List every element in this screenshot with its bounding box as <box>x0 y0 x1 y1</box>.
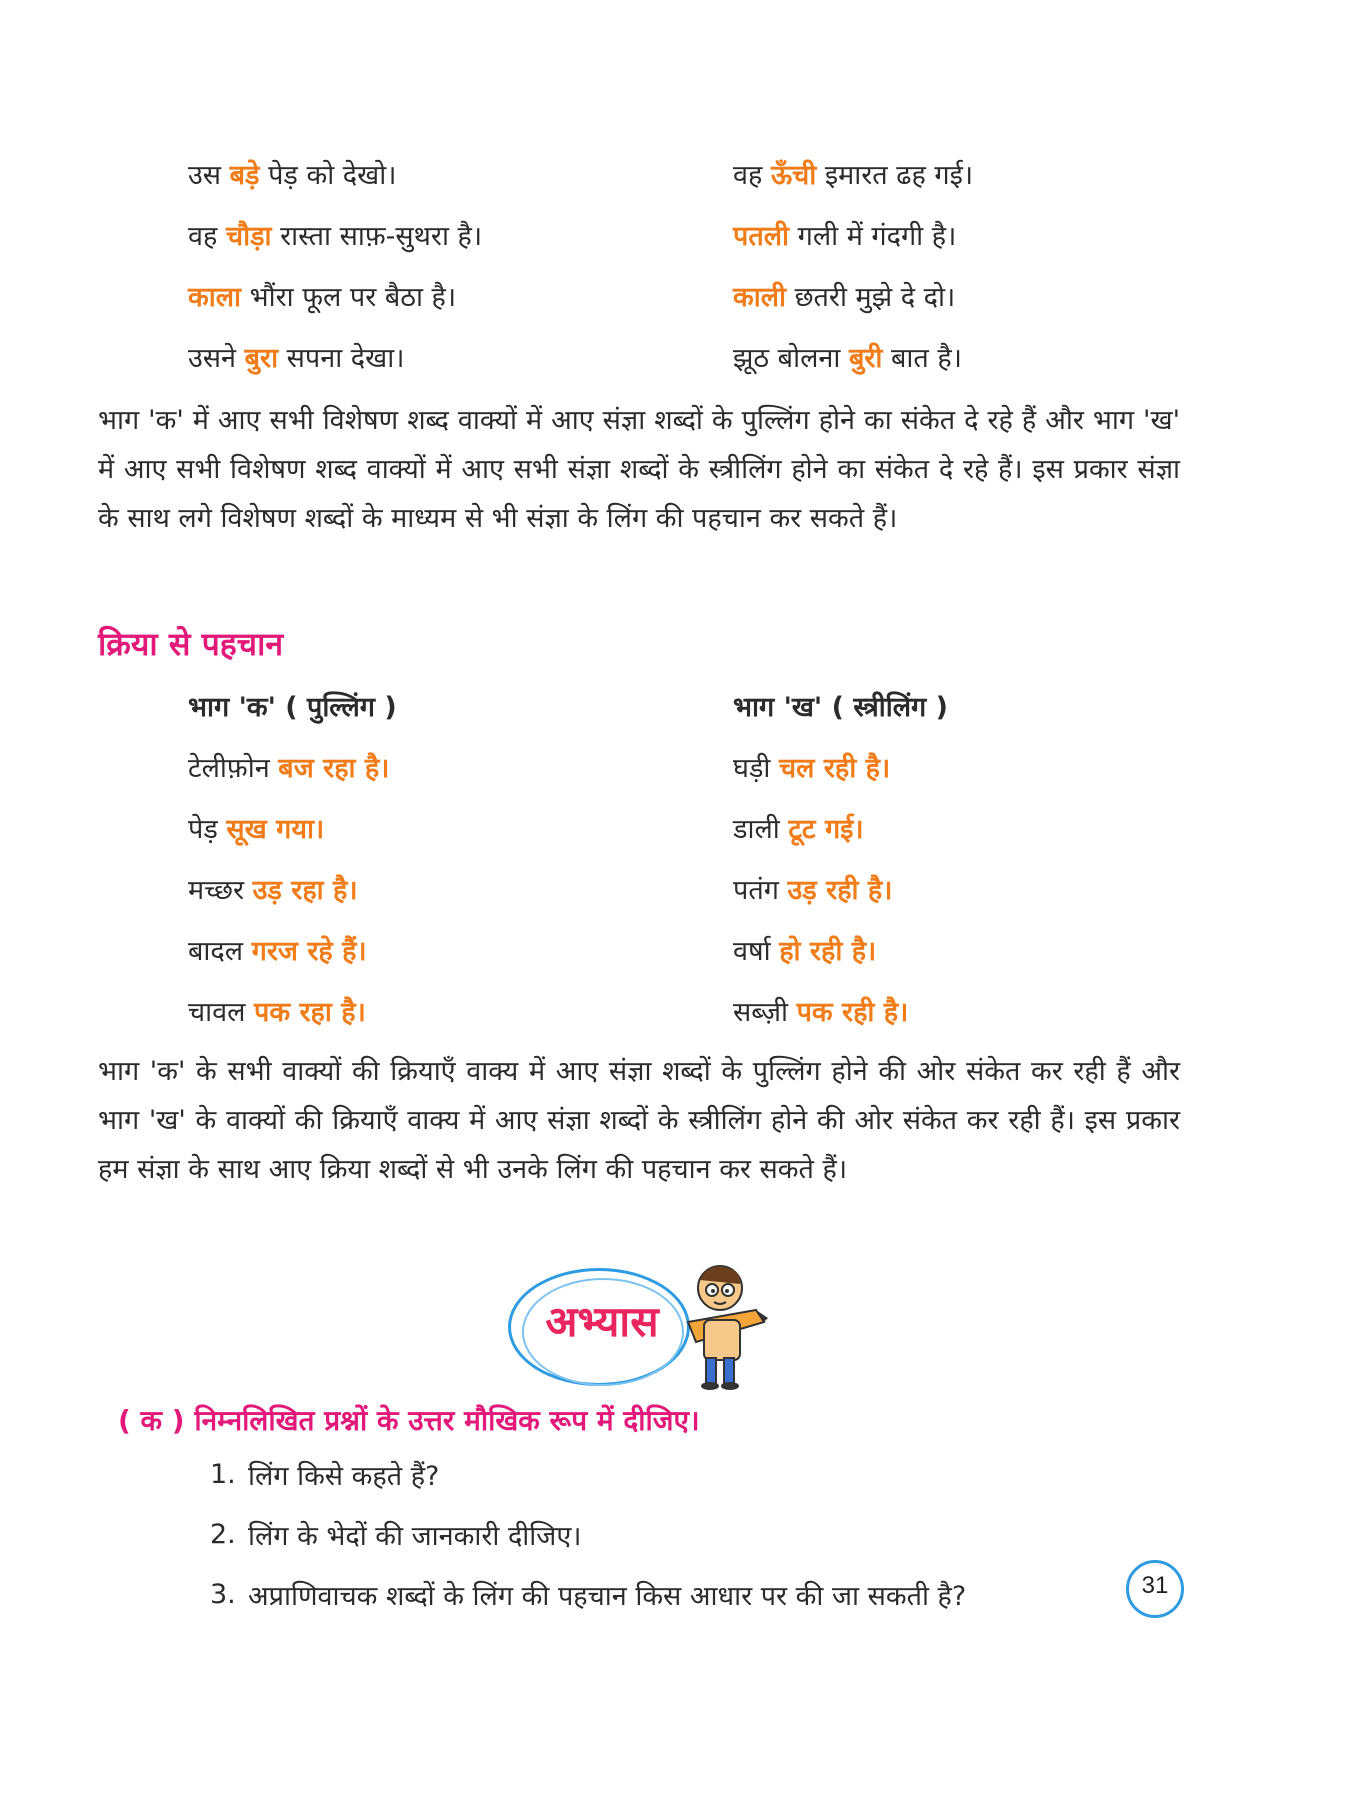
example-row <box>188 326 1188 387</box>
question-list <box>210 1444 966 1624</box>
example-masculine: टेलीफ़ोन बज रहा है। <box>188 753 390 784</box>
adjective-explanation-paragraph: भाग 'क' में आए सभी विशेषण शब्द वाक्यों में आए संज्ञा शब्दों के पुल्लिंग होने का संकेत दे रहे हैं और भाग 'ख' में आए सभी विशेषण शब्द वाक्यों में आए सभी संज्ञा शब्दों के स्त्रीलिंग होने का संकेत दे रहे हैं। इस प्रकार संज्ञा के साथ लगे विशेषण शब्दों के माध्यम से भी संज्ञा के लिंग की पहचान कर सकते हैं। <box>98 405 1180 534</box>
abhyas-badge <box>508 1268 768 1388</box>
question-item <box>210 1444 966 1504</box>
adjective-examples <box>188 143 1188 387</box>
pencil-mascot-icon <box>678 1260 768 1392</box>
question-text: लिंग किसे कहते हैं? <box>248 1460 440 1492</box>
example-row <box>188 858 1188 919</box>
example-feminine: पतली गली में गंदगी है। <box>733 221 957 252</box>
example-row <box>188 204 1188 265</box>
part-a-heading: भाग 'क' ( पुल्लिंग ) <box>188 692 397 723</box>
adjective-word: बुरा <box>244 343 279 374</box>
example-row <box>188 919 1188 980</box>
question-item <box>210 1504 966 1564</box>
example-feminine: वर्षा हो रही है। <box>733 936 877 967</box>
example-masculine: उस बड़े पेड़ को देखो। <box>188 160 397 191</box>
verb-phrase: चल रही है। <box>778 753 891 784</box>
example-masculine: पेड़ सूख गया। <box>188 814 325 845</box>
verb-phrase: पक रही है। <box>796 997 909 1028</box>
example-masculine: बादल गरज रहे हैं। <box>188 936 367 967</box>
example-feminine: वह ऊँची इमारत ढह गई। <box>733 160 974 191</box>
example-feminine: डाली टूट गई। <box>733 814 864 845</box>
adjective-word: ऊँची <box>770 160 817 191</box>
adjective-word: काली <box>733 282 787 313</box>
part-b-heading: भाग 'ख' ( स्त्रीलिंग ) <box>733 692 948 723</box>
adjective-word: बड़े <box>229 160 260 191</box>
verb-phrase: बज रहा है। <box>278 753 390 784</box>
example-row <box>188 980 1188 1041</box>
example-feminine: घड़ी चल रही है। <box>733 753 891 784</box>
question-number: 2. <box>210 1518 236 1550</box>
adjective-word: बुरी <box>848 343 883 374</box>
page-number-badge <box>1122 1558 1184 1616</box>
example-masculine: काला भौंरा फूल पर बैठा है। <box>188 282 457 313</box>
exercise-heading: ( क ) निम्नलिखित प्रश्नों के उत्तर मौखिक रूप में दीजिए। <box>118 1404 700 1437</box>
example-row <box>188 265 1188 326</box>
example-feminine: झूठ बोलना बुरी बात है। <box>733 343 962 374</box>
adjective-word: पतली <box>733 221 790 252</box>
verb-examples <box>188 675 1188 1041</box>
example-row <box>188 736 1188 797</box>
example-row <box>188 143 1188 204</box>
example-masculine: मच्छर उड़ रहा है। <box>188 875 358 906</box>
verb-phrase: हो रही है। <box>779 936 877 967</box>
column-headings-row <box>188 675 1188 736</box>
question-item <box>210 1564 966 1624</box>
verb-phrase: पक रहा है। <box>254 997 366 1028</box>
question-number: 3. <box>210 1578 236 1610</box>
adjective-word: काला <box>188 282 242 313</box>
verb-phrase: गरज रहे हैं। <box>251 936 367 967</box>
verb-phrase: सूख गया। <box>226 814 325 845</box>
question-text: अप्राणिवाचक शब्दों के लिंग की पहचान किस आधार पर की जा सकती है? <box>248 1580 967 1612</box>
section-heading: क्रिया से पहचान <box>98 625 284 663</box>
question-number: 1. <box>210 1458 236 1490</box>
verb-phrase: टूट गई। <box>788 814 864 845</box>
page-number: 31 <box>1141 1572 1169 1599</box>
example-feminine: काली छतरी मुझे दे दो। <box>733 282 956 313</box>
example-masculine: उसने बुरा सपना देखा। <box>188 343 405 374</box>
example-row <box>188 797 1188 858</box>
verb-phrase: उड़ रही है। <box>787 875 893 906</box>
verb-phrase: उड़ रहा है। <box>252 875 358 906</box>
example-feminine: पतंग उड़ रही है। <box>733 875 893 906</box>
example-masculine: चावल पक रहा है। <box>188 997 366 1028</box>
example-feminine: सब्ज़ी पक रही है। <box>733 997 909 1028</box>
question-text: लिंग के भेदों की जानकारी दीजिए। <box>248 1520 582 1552</box>
verb-explanation-paragraph: भाग 'क' के सभी वाक्यों की क्रियाएँ वाक्य में आए संज्ञा शब्दों के पुल्लिंग होने की ओर संकेत कर रही हैं और भाग 'ख' के वाक्यों की क्रियाएँ वाक्य में आए संज्ञा शब्दों के स्त्रीलिंग होने की ओर संकेत कर रही हैं। इस प्रकार हम संज्ञा के साथ आए क्रिया शब्दों से भी उनके लिंग की पहचान कर सकते हैं। <box>98 1056 1180 1185</box>
example-masculine: वह चौड़ा रास्ता साफ़-सुथरा है। <box>188 221 483 252</box>
adjective-word: चौड़ा <box>225 221 272 252</box>
abhyas-label: अभ्यास <box>545 1297 659 1346</box>
